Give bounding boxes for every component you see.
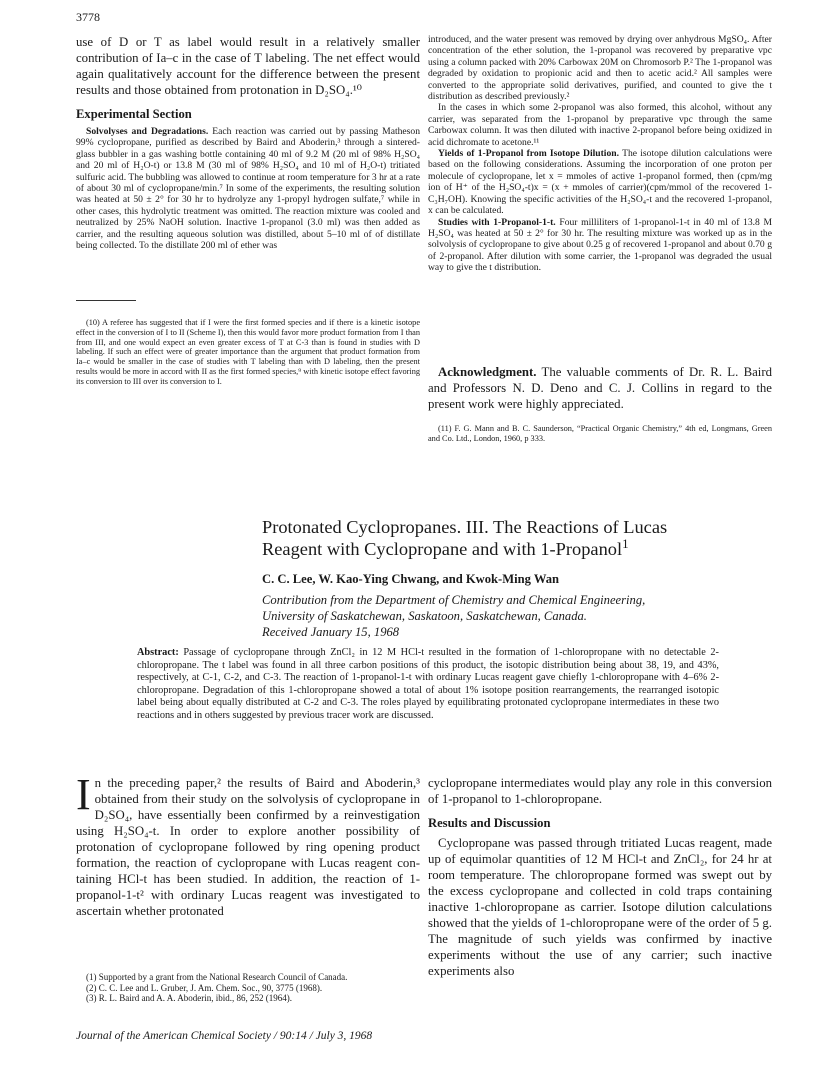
footnote-1: (1) Supported by a grant from the National Research Council of Canada. (86, 972, 348, 982)
studies-heading: Studies with 1-Propanol-1-t. (438, 216, 556, 228)
affiliation-line-1: Contribution from the Department of Chemistry and Chemical Engineering, (262, 593, 646, 607)
yields-text: The isotope dilution calculations were based on the following considerations. Assuming the incorporation of one proton per molecule of cyclopropane, let x = mmoles of active 1-propanol formed, then (cpm/mg ion of H⁺ of the H₂SO₄-t)x = (x + mmoles of carrier)(cpm/mmol of the recovered 1-C₃H₇OH). Knowing the specific activities of the H₂SO₄-t and the recovered 1-propanol, x can be calculated. (428, 148, 772, 217)
section-heading-results: Results and Discussion (428, 816, 551, 830)
footnote-2: (2) C. C. Lee and L. Gruber, J. Am. Chem. Soc., 90, 3775 (1968). (86, 982, 323, 993)
authors: C. C. Lee, W. Kao-Ying Chwang, and Kwok-Ming Wan (262, 572, 560, 586)
title-footnote-mark: 1 (622, 536, 629, 551)
abstract-label: Abstract: (137, 647, 179, 658)
footnotes-1-3 (76, 972, 420, 1004)
results-text: Cyclopropane was passed through tritiated Lucas reagent, made up of equimolar quantities of 12 M HCl-t and ZnCl₂, for 24 hr at room temperature. The chloropropane formed was swept out by the excess cyclopropane and collected in cold traps containing inactive 1-chloropropane as carrier. Isotope dilution calculations showed that the yields of 1-chloropropane were of the order of 5 g. The magnitude of such yields was confirmed by inactive experiments without the use of any carrier; such inactive experiments also (428, 836, 772, 978)
solvolyses-text: Each reaction was carried out by passing Matheson 99% cyclopropane, purified as described by Baird and Aboderin,³ through a sintered-glass bubbler in a gas washing bottle containing 40 ml of 9.2 M (20 ml of 98% H₂SO₄ and 20 ml of H₂O-t) or 13.8 M (30 ml of 98% H₂SO₄ and 10 ml of H₂O-t) tritiated sulfuric acid. The bubbling was allowed to continue at room temperature for 3 hr at a rate of about 30 ml of cyclopropane/min.⁷ In some of the experiments, the resulting solution was heated at 50 ± 2° for 30 hr to hydrolyze any 1-propyl hydrogen sulfate,⁷ while in other cases, this hydrolytic treatment was omitted. The reaction mixture was cooled and neutralized by 25% NaOH solution. Inactive 1-propanol (3.0 ml) was then added as carrier, and the resulting aqueous solution was distilled, about 5–10 ml of of distillate being collected. To the distillate 200 ml of ether was (76, 126, 421, 252)
affiliation (262, 593, 762, 640)
top-left-column (76, 34, 420, 251)
right-para-2: In the cases in which some 2-propanol was also formed, this alcohol, without any carrier, was separated from the 1-propanol by preparative vpc through the same Carbowax column. It was then diluted with inactive 2-propanol before being oxidized in acid dichromate to acetone.¹¹ (428, 102, 772, 148)
acknowledgment (428, 364, 772, 412)
acknowledgment-text: The valuable comments of Dr. R. L. Baird and Professors N. D. Deno and C. J. Collins in regard to the present work were highly appreciated. (428, 365, 772, 411)
results-column (428, 775, 772, 979)
yields-heading: Yields of 1-Propanol from Isotope Dilution. (438, 148, 620, 160)
footnote-rule (76, 300, 136, 301)
article-title-line-2: Reagent with Cyclopropane and with 1-Propanol (262, 539, 623, 559)
footnote-10-text: (10) A referee has suggested that if I were the first formed species and if there is a kinetic isotope effect in the conversion of I to II (Scheme I), then this would favor more product formation from I than from III, and one would expect an even greater excess of T at C-3 than is found in studies with D labeling. If such an effect were of greater importance than the argument that product formation from Ia–c would be smaller in the case of studies with T labeling than with D labeling, then the present results would be more in accord with II as the first formed species,⁹ with kinetic isotope effect favoring its conversion to III over its conversion to I. (76, 318, 420, 386)
yields-paragraph (428, 148, 772, 216)
affiliation-line-2: University of Saskatchewan, Saskatoon, Saskatchewan, Canada. (262, 608, 587, 623)
continuation-text: use of D or T as label would result in a relatively smaller contribution of Ia–c in the case of T labeling. The net effect would again qualitatively account for the difference between the present results and those obtained from protonation in D₂SO₄.¹⁰ (76, 35, 420, 97)
solvolyses-paragraph (76, 126, 420, 251)
acknowledgment-paragraph (428, 364, 772, 412)
footnote-11 (428, 424, 772, 444)
results-continuation: cyclopropane intermediates would play any role in this conversion of 1-propanol to 1-chloropropane. (428, 776, 772, 806)
abstract-text: Passage of cyclopropane through ZnCl₂ in 12 M HCl-t resulted in the formation of 1-chloropropane with no detectable 2-chloropropane. The t label was found in all three carbon positions of this product, the isotopic distribution being about 38, 19, and 43%, respectively, at C-1, C-2, and C-3. The reaction of 1-propanol-1-t with ordinary Lucas reagent gave chiefly 1-chloropropane with 4–6% 2-chloropropane. Degradation of this 1-chloropropane showed a total of about 1% isotope position rearrangements, the rearranged isotopic label being about equally distributed at C-2 and C-3. The roles played by equilibrating protonated cyclopropane intermediates in these two reactions and in others suggested by previous tracer work are discussed. (137, 647, 719, 721)
journal-footer: Journal of the American Chemical Society / 90:14 / July 3, 1968 (76, 1030, 373, 1042)
footnote-3: (3) R. L. Baird and A. A. Aboderin, ibid., 86, 252 (1964). (86, 993, 292, 1003)
intro-text: n the preceding paper,² the results of Baird and Aboderin,³ obtained from their study on the solvolysis of cyclopropane in D₂SO₄, have essentially been confirmed by a reinvestigation using H₂SO₄-t. In order to explore another possibility of protonation of cyclopropane followed by ring opening product formation, the reaction of cyclopropane with Lucas reagent containing HCl-t has been studied. In addition, the reaction of 1-propanol-1-t² with ordinary Lucas reagent was investigated to ascertain whether protonated (76, 776, 420, 918)
article-title-line-1: Protonated Cyclopropanes. III. The Reactions of Lucas (262, 517, 668, 537)
studies-text: Four milliliters of 1-propanol-1-t in 40 ml of 13.8 M H₂SO₄ was heated at 50 ± 2° for 30 hr. The resulting mixture was worked up as in the solvolysis of cyclopropane to give about 0.25 g of recovered 1-propanol and about 0.70 g of 2-propanol. After dilution with some carrier, the 1-propanol was degraded the usual way to give the t distribution. (428, 216, 772, 274)
article-title (262, 516, 762, 560)
abstract (137, 647, 719, 723)
drop-cap: I (76, 770, 91, 819)
top-right-column (428, 34, 772, 274)
article-title-line-2-wrap (262, 538, 762, 560)
solvolyses-heading: Solvolyses and Degradations. (86, 126, 209, 137)
section-heading-experimental: Experimental Section (76, 107, 192, 121)
received-date: Received January 15, 1968 (262, 624, 400, 639)
acknowledgment-heading: Acknowledgment. (438, 365, 537, 379)
page-number: 3778 (76, 10, 100, 24)
article-header (262, 516, 762, 640)
studies-paragraph (428, 217, 772, 274)
footnote-11-text: (11) F. G. Mann and B. C. Saunderson, “Practical Organic Chemistry,” 4th ed, Longmans, Green and Co. Ltd., London, 1960, p 333. (428, 424, 772, 443)
footnote-10 (76, 318, 420, 387)
right-continuation: introduced, and the water present was removed by drying over anhydrous MgSO₄. After concentration of the ether solution, the 1-propanol was recovered by preparative vpc using a column packed with 20% Carbowax 20M on Chromosorb P.² The 1-propanol was degraded by oxidation to propionic acid and then to acetic acid.² All samples were converted to the appropriate solid derivatives, purified, and counted to give the t distribution as described previously.² (428, 34, 772, 103)
intro-column (76, 770, 420, 919)
